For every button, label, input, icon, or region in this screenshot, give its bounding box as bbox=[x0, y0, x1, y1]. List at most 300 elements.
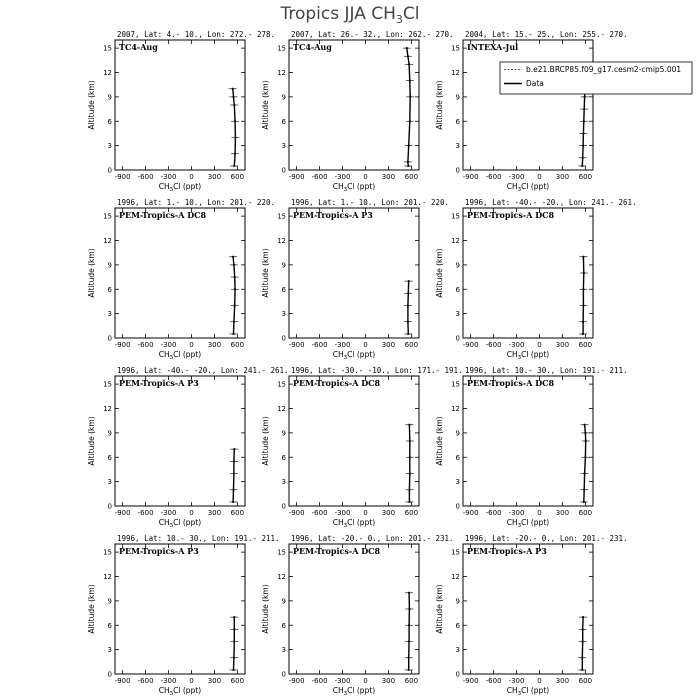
y-tick-label: 0 bbox=[281, 502, 286, 511]
x-tick-label: 600 bbox=[578, 341, 593, 349]
y-tick-label: 9 bbox=[107, 93, 112, 102]
data-point bbox=[407, 304, 409, 306]
x-tick-label: 0 bbox=[537, 677, 542, 685]
y-tick-label: 3 bbox=[107, 478, 112, 487]
x-tick-label: -300 bbox=[508, 677, 525, 685]
panel-11 bbox=[261, 534, 454, 697]
x-tick-label: -300 bbox=[508, 509, 525, 517]
y-tick-label: 6 bbox=[107, 621, 112, 630]
y-tick-label: 9 bbox=[455, 597, 460, 606]
x-axis-label-rest: Cl (ppt) bbox=[173, 686, 202, 695]
y-tick-label: 0 bbox=[107, 166, 112, 175]
x-axis-label-rest: Cl (ppt) bbox=[173, 182, 202, 191]
data-point bbox=[582, 256, 584, 258]
x-axis-label-sub: 3 bbox=[343, 691, 348, 697]
y-tick-label: 0 bbox=[281, 334, 286, 343]
data-point bbox=[409, 80, 411, 82]
x-tick-label: 600 bbox=[230, 341, 245, 349]
x-tick-label: 600 bbox=[578, 173, 593, 181]
x-axis-label-sub: 3 bbox=[343, 187, 348, 193]
y-tick-label: 0 bbox=[281, 670, 286, 679]
x-tick-label: 0 bbox=[363, 173, 368, 181]
data-point bbox=[582, 132, 584, 134]
y-tick-label: 0 bbox=[455, 166, 460, 175]
panel-header: 1996, Lat: 10.- 30., Lon: 191.- 211. bbox=[117, 534, 280, 543]
x-axis-label bbox=[333, 350, 375, 361]
data-point bbox=[232, 96, 234, 98]
data-point bbox=[407, 292, 409, 294]
panel-header: 2007, Lat: 26.- 32., Lon: 262.- 270. bbox=[291, 30, 454, 39]
figure-title-main: Tropics JJA CH bbox=[280, 4, 396, 24]
x-axis-label-sub: 3 bbox=[517, 355, 522, 361]
panel-header: 1996, Lat: -40.- -20., Lon: 241.- 261. bbox=[465, 198, 637, 207]
x-axis-label-part: CH bbox=[332, 182, 344, 191]
panel-1 bbox=[87, 30, 275, 193]
x-tick-label: -300 bbox=[334, 677, 351, 685]
x-tick-label: -600 bbox=[311, 677, 328, 685]
x-axis-label-part: CH bbox=[506, 182, 518, 191]
y-axis-label: Altitude (km) bbox=[261, 248, 270, 298]
y-axis-label: Altitude (km) bbox=[261, 584, 270, 634]
x-axis-label-sub: 3 bbox=[169, 187, 174, 193]
y-tick-label: 0 bbox=[281, 166, 286, 175]
x-tick-label: -900 bbox=[114, 677, 131, 685]
x-axis-label-part: CH bbox=[158, 518, 170, 527]
data-point bbox=[582, 157, 584, 159]
x-axis-label-sub: 3 bbox=[517, 187, 522, 193]
x-tick-label: 300 bbox=[381, 677, 396, 685]
x-tick-label: 0 bbox=[189, 677, 194, 685]
data-point bbox=[584, 456, 586, 458]
data-point bbox=[582, 333, 584, 335]
x-tick-label: -600 bbox=[311, 173, 328, 181]
y-tick-label: 0 bbox=[107, 502, 112, 511]
series-line-data bbox=[233, 449, 234, 502]
series-line-data bbox=[408, 281, 409, 334]
data-point bbox=[583, 489, 585, 491]
data-point bbox=[581, 669, 583, 671]
y-tick-label: 12 bbox=[103, 69, 112, 77]
x-tick-label: 0 bbox=[537, 173, 542, 181]
x-axis-label bbox=[507, 518, 549, 529]
data-point bbox=[234, 120, 236, 122]
data-point bbox=[581, 165, 583, 167]
x-tick-label: 0 bbox=[537, 509, 542, 517]
x-tick-label: 300 bbox=[555, 173, 570, 181]
y-tick-label: 9 bbox=[107, 429, 112, 438]
campaign-label: PEM-Tropics-A DC8 bbox=[467, 210, 555, 220]
data-point bbox=[583, 96, 585, 98]
x-axis-label-rest: Cl (ppt) bbox=[521, 182, 550, 191]
data-point bbox=[583, 120, 585, 122]
data-point bbox=[408, 608, 410, 610]
data-point bbox=[582, 628, 584, 630]
x-axis-label bbox=[507, 182, 549, 193]
data-point bbox=[407, 165, 409, 167]
data-point bbox=[582, 288, 584, 290]
data-point bbox=[233, 472, 235, 474]
data-point bbox=[234, 136, 236, 138]
y-tick-label: 0 bbox=[455, 670, 460, 679]
y-tick-label: 12 bbox=[277, 69, 286, 77]
campaign-label: TC4-Aug bbox=[293, 42, 332, 52]
y-tick-label: 9 bbox=[455, 93, 460, 102]
campaign-label: PEM-Tropics-A P3 bbox=[119, 378, 199, 388]
x-axis-label bbox=[333, 182, 375, 193]
x-axis-label-part: CH bbox=[506, 686, 518, 695]
y-tick-label: 3 bbox=[281, 142, 286, 151]
y-tick-label: 0 bbox=[455, 502, 460, 511]
y-tick-label: 3 bbox=[455, 310, 460, 319]
x-axis-label-rest: Cl (ppt) bbox=[347, 350, 376, 359]
y-tick-label: 3 bbox=[281, 478, 286, 487]
y-tick-label: 3 bbox=[281, 646, 286, 655]
x-tick-label: 600 bbox=[230, 173, 245, 181]
y-tick-label: 6 bbox=[107, 117, 112, 126]
panel-3 bbox=[435, 30, 628, 193]
x-tick-label: -600 bbox=[485, 677, 502, 685]
plot-frame bbox=[115, 544, 245, 674]
x-axis-label-sub: 3 bbox=[517, 691, 522, 697]
y-tick-label: 6 bbox=[455, 453, 460, 462]
y-tick-label: 6 bbox=[281, 621, 286, 630]
x-axis-label-part: CH bbox=[158, 686, 170, 695]
x-tick-label: -300 bbox=[160, 509, 177, 517]
data-point bbox=[585, 440, 587, 442]
x-tick-label: -900 bbox=[288, 677, 305, 685]
data-point bbox=[583, 272, 585, 274]
y-tick-label: 9 bbox=[281, 93, 286, 102]
plot-frame bbox=[289, 208, 419, 338]
data-point bbox=[233, 165, 235, 167]
y-tick-label: 15 bbox=[277, 380, 286, 389]
data-point bbox=[583, 472, 585, 474]
series-line-data bbox=[582, 617, 583, 670]
data-point bbox=[233, 640, 235, 642]
data-point bbox=[408, 63, 410, 65]
y-tick-label: 15 bbox=[277, 44, 286, 53]
y-tick-label: 15 bbox=[277, 548, 286, 557]
figure-title-end: Cl bbox=[402, 4, 420, 24]
y-tick-label: 12 bbox=[451, 405, 460, 413]
data-point bbox=[583, 108, 585, 110]
panel-header: 1996, Lat: 1.- 10., Lon: 201.- 220. bbox=[117, 198, 276, 207]
x-tick-label: 300 bbox=[381, 341, 396, 349]
data-point bbox=[408, 592, 410, 594]
plot-frame bbox=[289, 376, 419, 506]
x-axis-label bbox=[159, 350, 201, 361]
data-point bbox=[233, 104, 235, 106]
data-point bbox=[407, 161, 409, 163]
y-tick-label: 12 bbox=[103, 237, 112, 245]
y-tick-label: 3 bbox=[281, 310, 286, 319]
data-point bbox=[584, 432, 586, 434]
x-axis-label-rest: Cl (ppt) bbox=[521, 686, 550, 695]
y-tick-label: 3 bbox=[107, 142, 112, 151]
data-point bbox=[408, 501, 410, 503]
y-tick-label: 12 bbox=[451, 237, 460, 245]
panel-2 bbox=[261, 30, 454, 193]
x-tick-label: 300 bbox=[207, 341, 222, 349]
x-tick-label: 600 bbox=[230, 677, 245, 685]
x-tick-label: 300 bbox=[207, 173, 222, 181]
data-point bbox=[408, 624, 410, 626]
x-axis-label-rest: Cl (ppt) bbox=[521, 518, 550, 527]
y-tick-label: 6 bbox=[281, 453, 286, 462]
plot-frame bbox=[115, 208, 245, 338]
x-tick-label: -300 bbox=[508, 341, 525, 349]
x-tick-label: -900 bbox=[114, 509, 131, 517]
panel-header: 1996, Lat: 10.- 30., Lon: 191.- 211. bbox=[465, 366, 628, 375]
panel-header: 1996, Lat: -30.- -10., Lon: 171.- 191. bbox=[291, 366, 463, 375]
x-axis-label bbox=[507, 686, 549, 697]
x-axis-label-part: CH bbox=[506, 350, 518, 359]
data-point bbox=[234, 153, 236, 155]
y-tick-label: 9 bbox=[281, 597, 286, 606]
campaign-label: PEM-Tropics-A DC8 bbox=[293, 546, 381, 556]
x-axis-label-sub: 3 bbox=[343, 523, 348, 529]
data-point bbox=[409, 472, 411, 474]
y-tick-label: 3 bbox=[107, 310, 112, 319]
x-tick-label: 300 bbox=[381, 173, 396, 181]
plot-frame bbox=[289, 40, 419, 170]
data-point bbox=[582, 616, 584, 618]
series-line-data bbox=[407, 48, 410, 166]
data-point bbox=[233, 628, 235, 630]
y-tick-label: 15 bbox=[103, 380, 112, 389]
data-point bbox=[407, 55, 409, 57]
panel-6 bbox=[435, 198, 637, 361]
data-point bbox=[408, 145, 410, 147]
plot-frame bbox=[463, 208, 593, 338]
data-point bbox=[408, 280, 410, 282]
plot-frame bbox=[115, 40, 245, 170]
x-tick-label: 0 bbox=[189, 341, 194, 349]
data-point bbox=[582, 321, 584, 323]
y-tick-label: 0 bbox=[107, 670, 112, 679]
y-tick-label: 3 bbox=[455, 478, 460, 487]
data-point bbox=[408, 669, 410, 671]
y-tick-label: 12 bbox=[277, 237, 286, 245]
y-tick-label: 15 bbox=[451, 548, 460, 557]
y-axis-label: Altitude (km) bbox=[435, 80, 444, 130]
panel-5 bbox=[261, 198, 449, 361]
x-axis-label-rest: Cl (ppt) bbox=[347, 182, 376, 191]
x-tick-label: 0 bbox=[189, 173, 194, 181]
x-tick-label: -900 bbox=[288, 341, 305, 349]
x-axis-label-part: CH bbox=[158, 182, 170, 191]
x-tick-label: -900 bbox=[114, 341, 131, 349]
y-tick-label: 12 bbox=[277, 405, 286, 413]
panel-7 bbox=[87, 366, 289, 529]
y-tick-label: 15 bbox=[451, 44, 460, 53]
panel-9 bbox=[435, 366, 628, 529]
campaign-label: PEM-Tropics-A DC8 bbox=[119, 210, 207, 220]
y-axis-label: Altitude (km) bbox=[435, 584, 444, 634]
x-axis-label-part: CH bbox=[332, 518, 344, 527]
panels bbox=[87, 30, 692, 697]
panel-header: 2007, Lat: 4.- 10., Lon: 272.- 278. bbox=[117, 30, 276, 39]
x-tick-label: 0 bbox=[537, 341, 542, 349]
data-point bbox=[232, 669, 234, 671]
data-point bbox=[408, 657, 410, 659]
y-tick-label: 9 bbox=[281, 261, 286, 270]
x-tick-label: -600 bbox=[137, 509, 154, 517]
x-axis-label-rest: Cl (ppt) bbox=[347, 686, 376, 695]
x-tick-label: -600 bbox=[485, 509, 502, 517]
x-axis-label-rest: Cl (ppt) bbox=[347, 518, 376, 527]
y-axis-label: Altitude (km) bbox=[435, 248, 444, 298]
y-tick-label: 3 bbox=[455, 646, 460, 655]
x-axis-label-sub: 3 bbox=[169, 691, 174, 697]
y-tick-label: 9 bbox=[107, 261, 112, 270]
y-tick-label: 9 bbox=[455, 429, 460, 438]
legend bbox=[500, 62, 692, 94]
x-tick-label: 0 bbox=[363, 677, 368, 685]
y-tick-label: 9 bbox=[455, 261, 460, 270]
x-tick-label: -300 bbox=[160, 341, 177, 349]
x-tick-label: -300 bbox=[160, 173, 177, 181]
data-point bbox=[583, 424, 585, 426]
y-tick-label: 6 bbox=[281, 117, 286, 126]
y-tick-label: 6 bbox=[455, 621, 460, 630]
y-tick-label: 6 bbox=[455, 285, 460, 294]
y-tick-label: 6 bbox=[281, 285, 286, 294]
data-point bbox=[232, 88, 234, 90]
data-point bbox=[409, 440, 411, 442]
y-tick-label: 12 bbox=[103, 573, 112, 581]
x-tick-label: 300 bbox=[381, 509, 396, 517]
x-tick-label: -900 bbox=[288, 173, 305, 181]
y-tick-label: 6 bbox=[107, 453, 112, 462]
figure-title bbox=[279, 4, 419, 26]
campaign-label: PEM-Tropics-A P3 bbox=[467, 546, 547, 556]
x-axis-label bbox=[333, 686, 375, 697]
data-point bbox=[233, 460, 235, 462]
x-axis-label bbox=[159, 182, 201, 193]
data-point bbox=[233, 657, 235, 659]
x-axis-label bbox=[333, 518, 375, 529]
x-axis-label-rest: Cl (ppt) bbox=[521, 350, 550, 359]
x-tick-label: -300 bbox=[334, 509, 351, 517]
data-point bbox=[234, 276, 236, 278]
x-axis-label-sub: 3 bbox=[343, 355, 348, 361]
y-axis-label: Altitude (km) bbox=[435, 416, 444, 466]
campaign-label: TC4-Aug bbox=[119, 42, 158, 52]
x-tick-label: -600 bbox=[485, 173, 502, 181]
plot-frame bbox=[115, 376, 245, 506]
campaign-label: INTEXA-Jul bbox=[467, 42, 519, 52]
y-tick-label: 9 bbox=[281, 429, 286, 438]
data-point bbox=[406, 47, 408, 49]
data-point bbox=[232, 501, 234, 503]
x-tick-label: -900 bbox=[114, 173, 131, 181]
y-tick-label: 15 bbox=[451, 212, 460, 221]
x-tick-label: -600 bbox=[137, 173, 154, 181]
x-tick-label: -300 bbox=[334, 341, 351, 349]
y-tick-label: 12 bbox=[277, 573, 286, 581]
x-tick-label: -600 bbox=[485, 341, 502, 349]
panel-header: 1996, Lat: -40.- -20., Lon: 241.- 261. bbox=[117, 366, 289, 375]
data-point bbox=[232, 333, 234, 335]
data-point bbox=[234, 288, 236, 290]
panel-4 bbox=[87, 198, 275, 361]
data-point bbox=[582, 640, 584, 642]
y-axis-label: Altitude (km) bbox=[87, 584, 96, 634]
data-point bbox=[232, 489, 234, 491]
legend-entry: b.e21.BRCP85.f09_g17.cesm2-cmip5.001 bbox=[526, 65, 682, 74]
data-point bbox=[232, 256, 234, 258]
y-tick-label: 9 bbox=[107, 597, 112, 606]
y-tick-label: 6 bbox=[107, 285, 112, 294]
data-point bbox=[407, 333, 409, 335]
x-tick-label: -600 bbox=[137, 677, 154, 685]
data-point bbox=[409, 456, 411, 458]
x-tick-label: 0 bbox=[363, 509, 368, 517]
y-tick-label: 3 bbox=[455, 142, 460, 151]
x-axis-label-sub: 3 bbox=[169, 355, 174, 361]
x-tick-label: -900 bbox=[462, 341, 479, 349]
data-point bbox=[582, 145, 584, 147]
panel-header: 1996, Lat: -20.- 0., Lon: 201.- 231. bbox=[291, 534, 454, 543]
campaign-label: PEM-Tropics-A P3 bbox=[119, 546, 199, 556]
data-point bbox=[583, 501, 585, 503]
x-tick-label: -900 bbox=[288, 509, 305, 517]
y-tick-label: 6 bbox=[455, 117, 460, 126]
x-tick-label: 600 bbox=[404, 341, 419, 349]
x-tick-label: -300 bbox=[334, 173, 351, 181]
plot-frame bbox=[463, 376, 593, 506]
data-point bbox=[408, 424, 410, 426]
x-axis-label-part: CH bbox=[158, 350, 170, 359]
campaign-label: PEM-Tropics-A P3 bbox=[293, 210, 373, 220]
x-tick-label: 0 bbox=[189, 509, 194, 517]
campaign-label: PEM-Tropics-A DC8 bbox=[467, 378, 555, 388]
data-point bbox=[408, 489, 410, 491]
x-tick-label: -900 bbox=[462, 173, 479, 181]
x-axis-label-sub: 3 bbox=[517, 523, 522, 529]
panel-12 bbox=[435, 534, 628, 697]
y-tick-label: 15 bbox=[103, 548, 112, 557]
x-tick-label: 300 bbox=[207, 677, 222, 685]
series-line-data bbox=[234, 617, 235, 670]
x-tick-label: 300 bbox=[555, 677, 570, 685]
panel-header: 1996, Lat: 1.- 10., Lon: 201.- 220. bbox=[291, 198, 450, 207]
campaign-label: PEM-Tropics-A DC8 bbox=[293, 378, 381, 388]
x-tick-label: -900 bbox=[462, 509, 479, 517]
y-axis-label: Altitude (km) bbox=[87, 416, 96, 466]
x-tick-label: -300 bbox=[160, 677, 177, 685]
panel-8 bbox=[261, 366, 463, 529]
panel-header: 2004, Lat: 15.- 25., Lon: 255.- 270. bbox=[465, 30, 628, 39]
x-tick-label: 600 bbox=[578, 509, 593, 517]
plot-frame bbox=[463, 40, 593, 170]
data-point bbox=[582, 304, 584, 306]
y-tick-label: 12 bbox=[451, 69, 460, 77]
x-tick-label: 300 bbox=[555, 341, 570, 349]
series-line-data bbox=[582, 89, 585, 166]
y-axis-label: Altitude (km) bbox=[261, 416, 270, 466]
x-axis-label bbox=[507, 350, 549, 361]
data-point bbox=[409, 96, 411, 98]
x-tick-label: 600 bbox=[404, 173, 419, 181]
data-point bbox=[233, 616, 235, 618]
y-tick-label: 15 bbox=[277, 212, 286, 221]
data-point bbox=[233, 448, 235, 450]
panel-10 bbox=[87, 534, 280, 697]
x-axis-label-rest: Cl (ppt) bbox=[173, 350, 202, 359]
x-axis-label-part: CH bbox=[332, 350, 344, 359]
